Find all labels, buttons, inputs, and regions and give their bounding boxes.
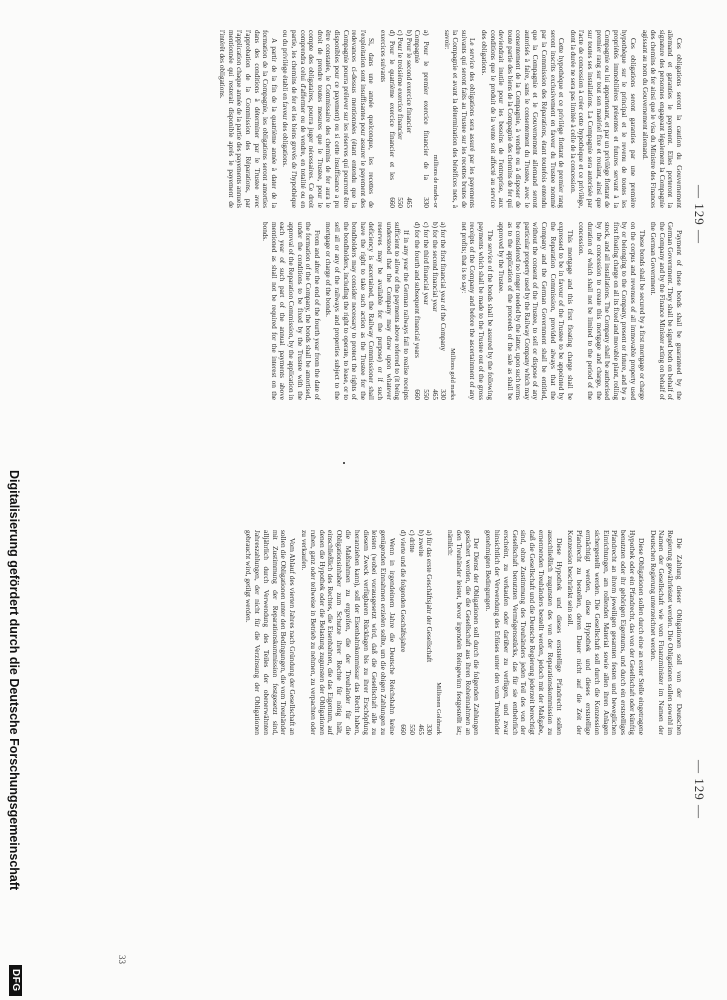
- english-paragraph: This mortgage and this first floating charge shall be expressed to be in favour of the Trustee to be appointed by the Reparation Commission, provided always that the Company and the German Government shall be entitled, without the consent of the Trustee, to sell or dispose of any particular property used by the Railway Company which may be considered no longer needed by the latter, upon such terms as to the application of the proceeds of the sale as shall be approved by the Trustee.: [497, 222, 574, 400]
- item-value: 550: [421, 389, 430, 400]
- item-label: c) for the third financial year: [421, 222, 430, 305]
- list-item: [396, 30, 405, 208]
- english-paragraph: From and after the end of the fourth year from the date of the formation of the Company, the bonds shall be amortised, under the conditions to be fixed by the Trustee with the approval of the Reparation Commission, by the application in each year of such part of the annual payments above mentioned as shall not be required for the interest on the bonds.: [261, 222, 321, 400]
- item-value: 660: [399, 724, 408, 735]
- item-label: b) zweite: [416, 530, 425, 557]
- french-paragraph: Si, dans une année quelconque, les recettes de l'exploitation sont insuffisantes pour assurer le payement des redevances ci-dessus mentionnées (étant entendu que la Compagnie pourra prélever sur les réserves qui pourront être disponibles pour ce payement) ou si cette insuffisance a pu être constatée, le Commissaire des chemins de fer aura le droit de prendre toutes mesures que le Trustee, pour le compte des obligataires, pourra juger nécessaires. Ce droit comprendra celui d'affermer ou de vendre, en totalité ou en partie, les chemins de fer et les biens grevés de l'hypothèque ou du privilège établi en faveur des obligations.: [281, 30, 376, 208]
- french-paragraph: Le service des obligations sera assuré par les payements suivants qui seront faits au Trustee sur les recettes brutes de la Compagnie et avant la détermination des bénéfices nets, à savoir:: [442, 30, 477, 208]
- edge-page-number: 33: [117, 955, 127, 964]
- list-item: [416, 530, 425, 735]
- item-value: 550: [396, 197, 405, 208]
- english-column: [258, 222, 683, 400]
- item-value: 465: [404, 197, 413, 208]
- item-value: 465: [430, 389, 439, 400]
- german-column: [240, 530, 683, 735]
- english-paragraph: If in any year the German railways fail to realise receipts sufficient to allow of the payments above referred to (it being understood that the Company may draw upon whatever reserves may be available for the purpose) or if such deficiency is ascertained, the Railway Commissioner shall have the right to take such action as the Trustee for the bondholders may consider necessary to protect the rights of the bondholders, including the right to operate, to lease, or to sell all or any of the railways and properties subject to the mortgage or charge of the bonds.: [324, 222, 410, 400]
- list-item: [404, 30, 413, 208]
- english-payment-list: [413, 222, 447, 400]
- item-value: 550: [408, 724, 417, 735]
- dfg-logo: DFG: [9, 965, 22, 996]
- german-paragraph: Diese Obligationen sollen durch eine an erster Stelle eingetragene Hypothek oder ein Pfandrecht, das von der Gesellschaft oder künftig benutzten oder ihr gehörigen Eigentums, und durch ein erststelliges Pfandrecht an ihrem jeweiligen gesamten festen und beweglichen Einrichtungen, am rollenden Material sowie allen ihren Anlagen sichergestellt werden. Die Gesellschaft soll durch die Konzession ermächtigt werden, diese Hypothek und dieses erststellige Pfandrecht zu bestellen, deren Dauer nicht auf die Zeit der Konzession beschränkt sein soll.: [566, 530, 646, 735]
- german-unit-heading: Millionen Goldmark: [435, 682, 443, 735]
- list-item: [408, 530, 417, 735]
- item-value: 660: [413, 389, 422, 400]
- german-paragraph: Die Zahlung dieser Obligationen soll von der Deutschen Regierung gewährleistet werden. Die Obligationen sollen sowohl im Namen der Gesellschaft wie vom Finanzminister im Namen der Deutschen Regierung unterzeichnet werden.: [648, 530, 684, 735]
- list-item: [399, 530, 408, 735]
- french-unit-heading: millions de marks-or: [431, 154, 439, 208]
- french-paragraph: Ces obligations seront la caution du Gouvernement allemand et garanties le payement. Elles porteront la signature des personnes engageant légalement la Compagnie des chemins de fer ainsi que le visa du Ministre des Finances agissant au nom du Gouvernement allemand.: [640, 30, 683, 208]
- list-item: [378, 30, 395, 208]
- english-paragraph: These bonds shall be secured by a first mortgage or charge on the corpus and revenues of all immovable property used by or belonging to the Company, present or future, and by a first floating charge on all its fixed and movable plant, rolling stock, and all installations. The Company shall be authorised by the concession to create this mortgage and charge, the duration of which shall not be limited to the period of the concession.: [577, 222, 646, 400]
- german-paragraph: Diese Hypothek und dieses erststellige Pfandrecht sollen ausschließlich zugunsten des von der Reparationskommission zu ernennenden Treuhänders bestellt werden, jedoch mit der Maßgabe, daß die Gesellschaft und die Deutsche Regierung jederzeit berechtigt sind, ohne Zustimmung des Treuhänders jeden Teil des von der Gesellschaft benutzten Vermögensstücks, das für sie entbehrlich erscheint, zu verkaufen oder darüber zu verfügen, und zwar hinsichtlich der Verwendung des Erlöses unter den vom Treuhänder genehmigten Bedingungen.: [484, 530, 564, 735]
- item-label: d) Pour le quatrième exercice financier et les exercices suivants: [379, 30, 396, 180]
- german-paragraph: Vom Ablauf des vierten Jahres nach Gründung der Gesellschaft an sollen die Obligationen unter den Bedingungen, die vom Treuhänder mit Zustimmung der Reparationskommission festgesetzt sind, alljährlich durch Verwendung des Teiles der obenerwähnten Jahreszahlungen, der nicht für die Verzinsung der Obligationen gebraucht wird, getilgt werden.: [244, 530, 298, 735]
- right-page-number: — 129 —: [692, 760, 707, 819]
- item-label: a) Pour le premier exercice financier de la Compagnie: [413, 30, 430, 180]
- item-value: 330: [421, 197, 430, 208]
- french-paragraph: Ces obligations seront garanties par une première hypothèque sur le principal et le revenu de toutes les propriétés immobilières présentes et futures servant à la Compagnie ou lui appartenant, et par un privilège flottant de premier rang sur tout son matériel fixe et roulant, ainsi que sur toutes ses installations. La Compagnie sera autorisée par l'acte de concession à créer cette hypothèque et ce privilège, dont la durée ne sera pas limitée à celle de la concession.: [568, 30, 638, 208]
- french-paragraph: Cette hypothèque et ce privilège flottant de premier rang seront inscrits exclusivement en faveur du Trustee nommé par la Commission des Réparations, étant toutefois entendu que la Compagnie et le Gouvernement allemand seront autorisés à faire, sans le consentement du Trustee, avec le consentement de la Compagnie, à vendre ou à disposer de toute partie des biens de la Compagnie des chemins de fer qui deviendrait inutile pour les besoins de l'entreprise, aux conditions que le produit de la vente soit affecté au service des obligations.: [479, 30, 566, 208]
- french-column: [215, 30, 683, 208]
- list-item: [413, 30, 430, 208]
- english-paragraph: The service of the bonds shall be assured by the following payments which shall be made to the Trustee out of the gross receipts of the Company and before the ascertainment of any net profits; that is to say:: [459, 222, 494, 400]
- german-paragraph: Der Dienst der Obligationen soll durch die folgenden Zahlungen gesichert werden, die die Gesellschaft aus ihren Roheinnahmen an den Treuhänder leistet, bevor irgendein Reingewinn festgestellt ist; nämlich:: [446, 530, 482, 735]
- digitisation-credit: Digitalisierung gefördert durch die Deutsche Forschungsgemeinschaft: [7, 470, 21, 891]
- item-label: a) for the first financial year of the Company: [439, 222, 448, 351]
- left-page-number: — 129 —: [692, 185, 707, 244]
- list-item: [430, 222, 439, 400]
- english-unit-heading: Millions gold marks: [449, 348, 457, 400]
- item-label: d) vierte und die folgenden Geschäftsjahre: [399, 530, 408, 653]
- list-item: [413, 222, 422, 400]
- item-value: 660: [387, 197, 396, 208]
- german-payment-list: [399, 530, 433, 735]
- item-label: d) for the fourth and subsequent financial years: [413, 222, 422, 358]
- item-label: a) für das erste Geschäftsjahr der Gesellschaft: [425, 530, 434, 663]
- french-paragraph: A partir de la fin de la quatrième année à dater de la formation de la Compagnie, les obligations seront amorties dans des conditions à déterminer par le Trustee avec l'approbation de la Commission des Réparations, par l'application chaque année de la partie des payements annuels mentionnée qui resterait disponible après le payement de l'intérêt des obligations.: [218, 30, 278, 208]
- item-label: c) dritte: [408, 530, 417, 553]
- english-paragraph: Payment of these bonds shall be guaranteed by the German Government. They shall be signed both on behalf of the Company and by the Finance Minister acting on behalf of the German Government.: [649, 222, 683, 400]
- item-label: c) Pour le troisième exercice financier: [396, 30, 405, 140]
- item-label: b) Pour le second exercice financier: [404, 30, 413, 134]
- item-value: 465: [416, 724, 425, 735]
- list-item: [425, 530, 434, 735]
- item-label: b) for the second financial year: [430, 222, 439, 312]
- item-value: 330: [425, 724, 434, 735]
- center-dot: [343, 462, 345, 464]
- list-item: [421, 222, 430, 400]
- list-item: [439, 222, 448, 400]
- german-paragraph: Wenn in irgendeinem Jahre die Deutsche Reichsbahn keine genügenden Einnahmen erzielen sollte, um die obigen Zahlungen zu leisten (wobei vorausgesetzt wird, daß die Gesellschaft alle zu diesem Zweck verfügbaren Rücklagen bis zu ihrer Erschöpfung heranziehen kann), soll der Eisenbahnkommissar das Recht haben, die Maßnahmen zu ergreifen, die der Treuhänder für die Obligationsinhaber zum Schutze ihrer Rechte für nötig hält, einschließlich des Rechtes, die Eisenbahnen, die das Eigentum, auf denen die Hypothek oder die Belastung zugunsten der Obligationen ruhen, ganz oder teilweise in Betrieb zu nehmen, zu verpachten oder zu verkaufen.: [299, 530, 397, 735]
- item-value: 330: [439, 389, 448, 400]
- french-payment-list: [378, 30, 430, 208]
